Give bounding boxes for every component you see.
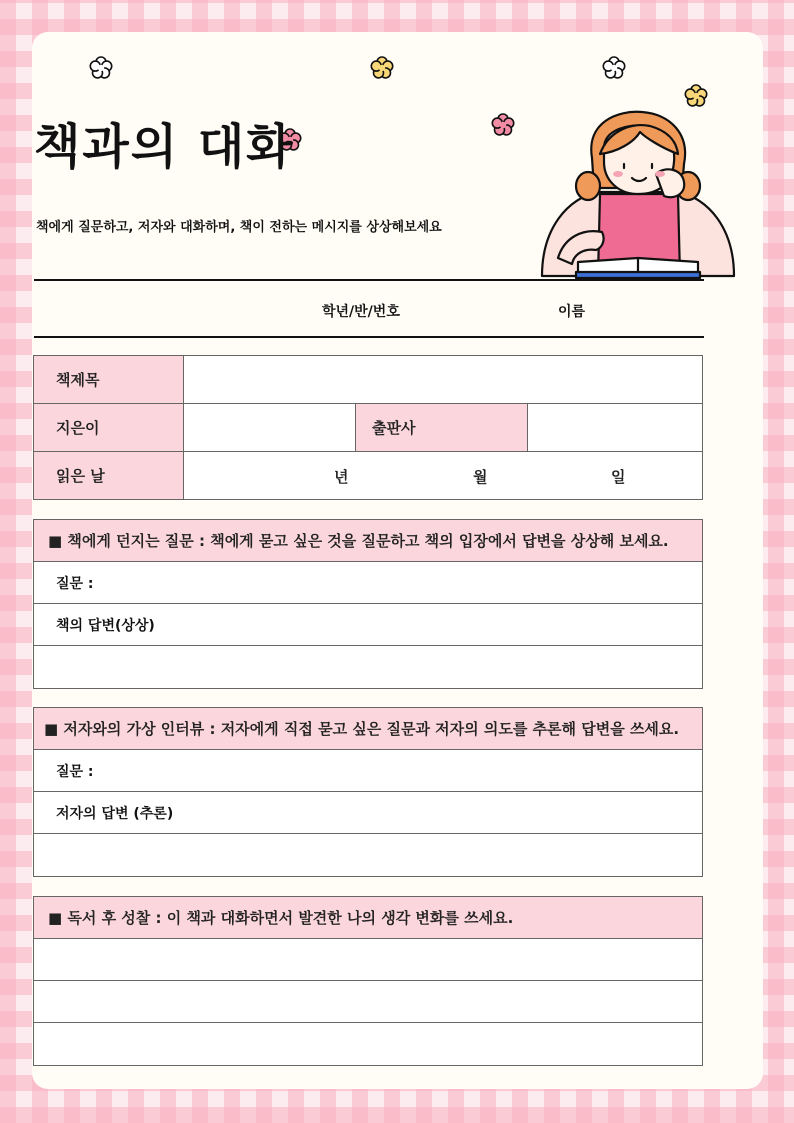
divider-bottom xyxy=(34,336,704,338)
book-title-label: 책제목 xyxy=(34,356,184,404)
page-subtitle: 책에게 질문하고, 저자와 대화하며, 책이 전하는 메시지를 상상해보세요 xyxy=(36,220,442,235)
answer-row[interactable] xyxy=(34,834,702,876)
section-heading: ■ 저자와의 가상 인터뷰 : 저자에게 직접 묻고 싶은 질문과 저자의 의도를 추론해 답변을 쓰세요. xyxy=(34,708,702,750)
section-author-interview xyxy=(33,707,703,877)
flower-white-icon xyxy=(88,55,114,81)
grade-class-number-label: 학년/반/번호 xyxy=(322,304,400,320)
publisher-field[interactable] xyxy=(528,404,703,452)
flower-yellow-icon xyxy=(369,55,395,81)
publisher-label: 출판사 xyxy=(356,404,528,452)
author-field[interactable] xyxy=(184,404,356,452)
reflection-row[interactable] xyxy=(34,981,702,1023)
month-label: 월 xyxy=(473,468,488,486)
divider-top xyxy=(34,279,704,281)
section-book-questions xyxy=(33,519,703,689)
author-answer-label: 저자의 답변 (추론) xyxy=(56,805,174,822)
book-answer-label: 책의 답변(상상) xyxy=(56,617,155,634)
answer-label-row[interactable] xyxy=(34,604,702,646)
flower-white-icon xyxy=(601,55,627,81)
section-heading: ■ 책에게 던지는 질문 : 책에게 묻고 싶은 것을 질문하고 책의 입장에서 답변을 상상해 보세요. xyxy=(34,520,702,562)
question-label: 질문 : xyxy=(56,575,94,592)
reflection-row[interactable] xyxy=(34,939,702,981)
section-reflection xyxy=(33,896,703,1066)
question-label: 질문 : xyxy=(56,763,94,780)
read-date-label: 읽은 날 xyxy=(34,452,184,500)
read-date-field[interactable] xyxy=(184,452,703,500)
author-label: 지은이 xyxy=(34,404,184,452)
answer-row[interactable] xyxy=(34,646,702,688)
girl-reading-illustration xyxy=(538,108,738,280)
flower-pink-icon xyxy=(490,112,516,138)
reflection-row[interactable] xyxy=(34,1023,702,1065)
question-row[interactable] xyxy=(34,750,702,792)
name-label: 이름 xyxy=(558,304,586,320)
day-label: 일 xyxy=(611,468,626,486)
book-info-table xyxy=(33,355,703,500)
page-title: 책과의 대화 xyxy=(34,119,295,175)
answer-label-row[interactable] xyxy=(34,792,702,834)
question-row[interactable] xyxy=(34,562,702,604)
book-title-field[interactable] xyxy=(184,356,703,404)
flower-yellow-icon xyxy=(683,83,709,109)
section-heading: ■ 독서 후 성찰 : 이 책과 대화하면서 발견한 나의 생각 변화를 쓰세요. xyxy=(34,897,702,939)
year-label: 년 xyxy=(334,468,349,486)
